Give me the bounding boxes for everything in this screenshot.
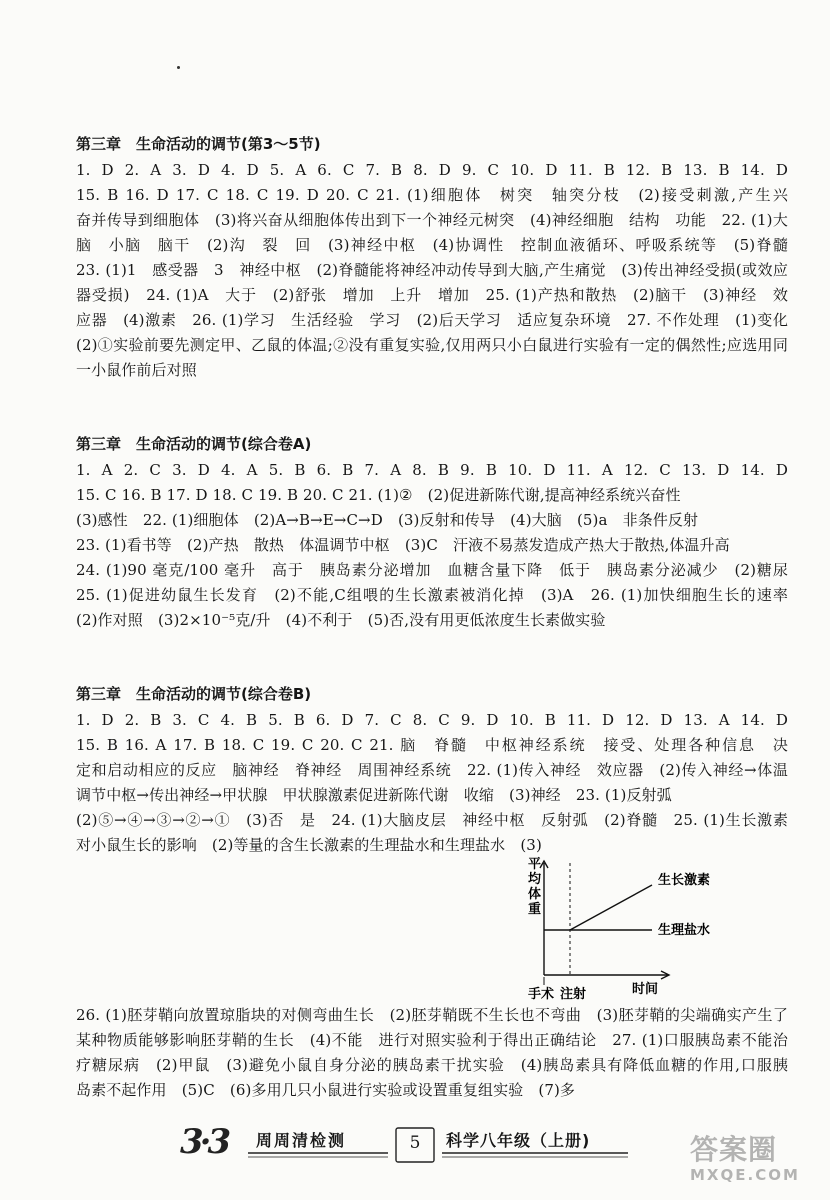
section-3 <box>76 684 788 858</box>
page-footer <box>178 1120 648 1170</box>
answer-line: 15. B 16. A 17. B 18. C 19. C 20. C 21. 脑 脊髓 中枢神经系统 接受、处理各种信息 决 <box>76 736 788 754</box>
answer-line: 1. A 2. C 3. D 4. A 5. B 6. B 7. A 8. B 9. B 10. D 11. A 12. C 13. D 14. D <box>76 461 788 479</box>
answer-line: 23. (1)看书等 (2)产热 散热 体温调节中枢 (3)C 汗液不易蒸发造成产热大于散热,体温升高 <box>76 536 730 554</box>
section-1-title: 第三章 生命活动的调节(第3～5节) <box>76 135 321 153</box>
chart-ylabel-4: 重 <box>528 902 542 917</box>
section-2 <box>76 434 788 633</box>
section-2-title: 第三章 生命活动的调节(综合卷A) <box>76 435 312 453</box>
section-3-title: 第三章 生命活动的调节(综合卷B) <box>76 685 312 703</box>
answer-line: 应器 (4)激素 26. (1)学习 生活经验 学习 (2)后天学习 适应复杂环境 27. 不作处理 (1)变化 <box>76 311 788 329</box>
growth-chart <box>520 855 720 1000</box>
chart-marker-surgery: 手术 <box>528 987 555 1000</box>
answer-line: 24. (1)90 毫克/100 毫升 高于 胰岛素分泌增加 血糖含量下降 低于 胰岛素分泌减少 (2)糖尿 <box>76 561 788 579</box>
chart-series-growth <box>570 885 652 930</box>
footer-page-number: 5 <box>409 1133 421 1153</box>
answer-line: 岛素不起作用 (5)C (6)多用几只小鼠进行实验或设置重复组实验 (7)多 <box>76 1081 576 1099</box>
answer-line: 奋并传导到细胞体 (3)将兴奋从细胞体传出到下一个神经元树突 (4)神经细胞 结构 功能 22. (1)大 <box>76 211 788 229</box>
footer-logo: 3·3 <box>180 1122 228 1162</box>
watermark <box>690 1128 800 1184</box>
chart-legend-saline: 生理盐水 <box>658 923 711 938</box>
answer-line: 某种物质能够影响胚芽鞘的生长 (4)不能 进行对照实验利于得出正确结论 27. (1)口服胰岛素不能治 <box>76 1031 788 1049</box>
answer-line: 一小鼠作前后对照 <box>76 361 197 379</box>
footer-book-title: 科学八年级（上册) <box>446 1131 591 1150</box>
chart-ylabel-3: 体 <box>528 887 542 902</box>
answer-line: 调节中枢→传出神经→甲状腺 甲状腺激素促进新陈代谢 收缩 (3)神经 23. (1)反射弧 <box>76 786 672 804</box>
answer-line: 1. D 2. B 3. C 4. B 5. B 6. D 7. C 8. C 9. D 10. B 11. D 12. D 13. A 14. D <box>76 711 788 729</box>
answer-line: (2)①实验前要先测定甲、乙鼠的体温;②没有重复实验,仅用两只小白鼠进行实验有一定的偶然性;应选用同 <box>76 336 788 354</box>
section-1 <box>76 134 788 383</box>
chart-ylabel-1: 平 <box>528 857 542 872</box>
answer-line: 疗糖尿病 (2)甲鼠 (3)避免小鼠自身分泌的胰岛素干扰实验 (4)胰岛素具有降低血糖的作用,口服胰 <box>76 1056 788 1074</box>
answer-line: 15. B 16. D 17. C 18. C 19. D 20. C 21. (1)细胞体 树突 轴突分枝 (2)接受刺激,产生兴 <box>76 186 788 204</box>
answer-line: 器受损) 24. (1)A 大于 (2)舒张 增加 上升 增加 25. (1)产热和散热 (2)脑干 (3)神经 效 <box>76 286 788 304</box>
answer-line: 脑 小脑 脑干 (2)沟 裂 回 (3)神经中枢 (4)协调性 控制血液循环、呼吸系统等 (5)脊髓 <box>76 236 788 254</box>
chart-xlabel: 时间 <box>632 982 659 997</box>
answer-line: (2)⑤→④→③→②→① (3)否 是 24. (1)大脑皮层 神经中枢 反射弧 (2)脊髓 25. (1)生长激素 <box>76 811 788 829</box>
answer-line: 23. (1)1 感受器 3 神经中枢 (2)脊髓能将神经冲动传导到大脑,产生痛觉 (3)传出神经受损(或效应 <box>76 261 788 279</box>
watermark-logo: 答案圈 <box>690 1133 778 1166</box>
scan-speck <box>177 66 180 69</box>
chart-ylabel-2: 均 <box>528 872 542 887</box>
chart-marker-injection: 注射 <box>560 987 587 1000</box>
answer-line: 15. C 16. B 17. D 18. C 19. B 20. C 21. (1)② (2)促进新陈代谢,提高神经系统兴奋性 <box>76 486 681 504</box>
answer-line: (2)作对照 (3)2×10⁻⁵克/升 (4)不利于 (5)否,没有用更低浓度生长素做实验 <box>76 611 606 629</box>
answer-line: (3)感性 22. (1)细胞体 (2)A→B→E→C→D (3)反射和传导 (4)大脑 (5)a 非条件反射 <box>76 511 699 529</box>
answer-line: 25. (1)促进幼鼠生长发育 (2)不能,C组喂的生长激素被消化掉 (3)A 26. (1)加快细胞生长的速率 <box>76 586 788 604</box>
chart-legend-growth: 生长激素 <box>658 873 711 888</box>
answer-line: 定和启动相应的反应 脑神经 脊神经 周围神经系统 22. (1)传入神经 效应器 (2)传入神经→体温 <box>76 761 788 779</box>
answer-line: 对小鼠生长的影响 (2)等量的含生长激素的生理盐水和生理盐水 (3) <box>76 836 542 854</box>
footer-series-name: 周周清检测 <box>256 1131 347 1150</box>
watermark-url: MXQE.COM <box>690 1166 800 1184</box>
section-3-continued <box>76 1003 788 1103</box>
answer-line: 26. (1)胚芽鞘向放置琼脂块的对侧弯曲生长 (2)胚芽鞘既不生长也不弯曲 (3)胚芽鞘的尖端确实产生了 <box>76 1006 788 1024</box>
answer-line: 1. D 2. A 3. D 4. D 5. A 6. C 7. B 8. D 9. C 10. D 11. B 12. B 13. B 14. D <box>76 161 788 179</box>
